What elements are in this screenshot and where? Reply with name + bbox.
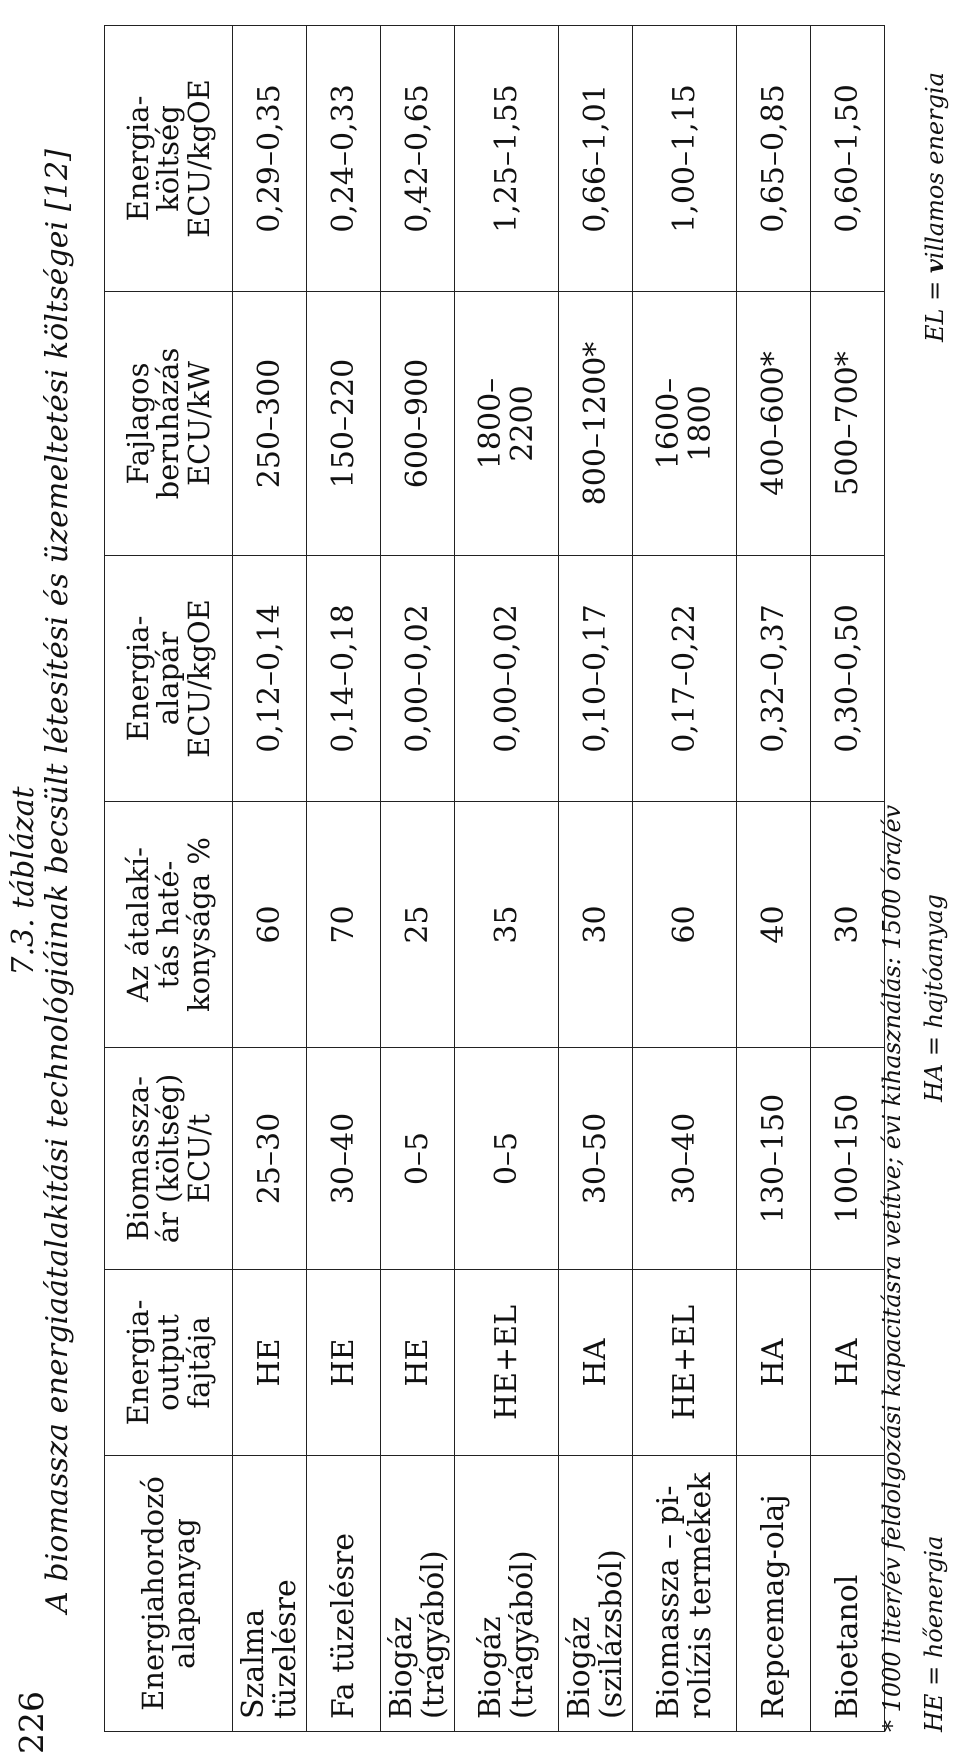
table-cell: 0,42–0,65 [381, 26, 455, 292]
table-row [307, 26, 381, 1732]
table-cell: 0,12–0,14 [233, 556, 307, 802]
row-label: Repcemag-olaj [737, 1456, 811, 1732]
table-cell: 500–700* [811, 292, 885, 556]
table-cell: 0–5 [455, 1048, 559, 1270]
cost-table [104, 25, 885, 1732]
row-label: Biomassza – pi- rolízis termékek [633, 1456, 737, 1732]
legend-he: HE = hőenergia [920, 1535, 948, 1732]
table-row [455, 26, 559, 1732]
row-label: Bioetanol [811, 1456, 885, 1732]
table-cell: 60 [633, 802, 737, 1048]
table-cell: 30–40 [307, 1048, 381, 1270]
table-cell: HE [381, 1270, 455, 1456]
table-cell: 0,00–0,02 [381, 556, 455, 802]
table-cell: 30–40 [633, 1048, 737, 1270]
table-row [381, 26, 455, 1732]
table-cell: 0,14–0,18 [307, 556, 381, 802]
table-cell: 250–300 [233, 292, 307, 556]
table-cell: 1,25–1,55 [455, 26, 559, 292]
table-cell: 1800– 2200 [455, 292, 559, 556]
row-label: Biogáz (trágyából) [381, 1456, 455, 1732]
table-cell: 100–150 [811, 1048, 885, 1270]
table-cell: 0,65–0,85 [737, 26, 811, 292]
legend-ha: HA = hajtóanyag [920, 894, 948, 1102]
table-cell: 0,66–1,01 [559, 26, 633, 292]
row-label: Fa tüzelésre [307, 1456, 381, 1732]
table-row [633, 26, 737, 1732]
page-number: 226 [12, 1691, 51, 1754]
table-row [811, 26, 885, 1732]
column-header: Biomassza- ár (költség) ECU/t [105, 1048, 233, 1270]
table-cell: 0,29–0,35 [233, 26, 307, 292]
column-header: Energia- output fajtája [105, 1270, 233, 1456]
legend-el-bold: v [920, 259, 949, 274]
table-cell: HE [233, 1270, 307, 1456]
legend-el-suffix: illamos energia [921, 72, 949, 260]
table-cell: 600–900 [381, 292, 455, 556]
row-label: Biogáz (szilázsból) [559, 1456, 633, 1732]
table-cell: 150–220 [307, 292, 381, 556]
table-cell: 800–1200* [559, 292, 633, 556]
table-cell: 0,32–0,37 [737, 556, 811, 802]
row-label: Biogáz (trágyából) [455, 1456, 559, 1732]
table-cell: 0,30–0,50 [811, 556, 885, 802]
table-cell: 0,60–1,50 [811, 26, 885, 292]
legend-el-prefix: EL = [921, 273, 949, 342]
table-cell: HA [559, 1270, 633, 1456]
column-header: Energia- alapár ECU/kgOE [105, 556, 233, 802]
table-row [233, 26, 307, 1732]
table-cell: HE [307, 1270, 381, 1456]
table-cell: 0,24–0,33 [307, 26, 381, 292]
table-caption-title: A biomassza energiaátalakítási technológiáinak becsült létesítési és üzemeltetési költségei [12] [40, 149, 75, 1613]
table-cell: HE+EL [633, 1270, 737, 1456]
table-cell: 0,17–0,22 [633, 556, 737, 802]
column-header: Az átalakí- tás haté- konysága % [105, 802, 233, 1048]
table-cell: 30 [811, 802, 885, 1048]
table-caption-number: 7.3. táblázat [6, 786, 41, 976]
table-row [559, 26, 633, 1732]
table-cell: 25 [381, 802, 455, 1048]
footnote: * 1000 liter/év feldolgozási kapacitásra vetítve; évi kihasználás: 1500 óra/év [878, 804, 906, 1732]
table-cell: 1600– 1800 [633, 292, 737, 556]
table-cell: 40 [737, 802, 811, 1048]
table-cell: 0,10–0,17 [559, 556, 633, 802]
table-cell: HA [737, 1270, 811, 1456]
table-cell: HE+EL [455, 1270, 559, 1456]
table-body [233, 26, 885, 1732]
table-cell: 1,00–1,15 [633, 26, 737, 292]
table-cell: 0,00–0,02 [455, 556, 559, 802]
table-cell: 60 [233, 802, 307, 1048]
table-cell: 35 [455, 802, 559, 1048]
table-cell: 30 [559, 802, 633, 1048]
table-cell: HA [811, 1270, 885, 1456]
table-cell: 130–150 [737, 1048, 811, 1270]
table-cell: 400–600* [737, 292, 811, 556]
column-header: Energia- költség ECU/kgOE [105, 26, 233, 292]
column-header: Fajlagos beruházás ECU/kW [105, 292, 233, 556]
table-header-row [105, 26, 233, 1732]
legend-el [920, 72, 949, 342]
table-cell: 30–50 [559, 1048, 633, 1270]
table-cell: 25–30 [233, 1048, 307, 1270]
table-cell: 0–5 [381, 1048, 455, 1270]
row-label: Szalma tüzelésre [233, 1456, 307, 1732]
table-cell: 70 [307, 802, 381, 1048]
column-header: Energiahordozó alapanyag [105, 1456, 233, 1732]
table-row [737, 26, 811, 1732]
